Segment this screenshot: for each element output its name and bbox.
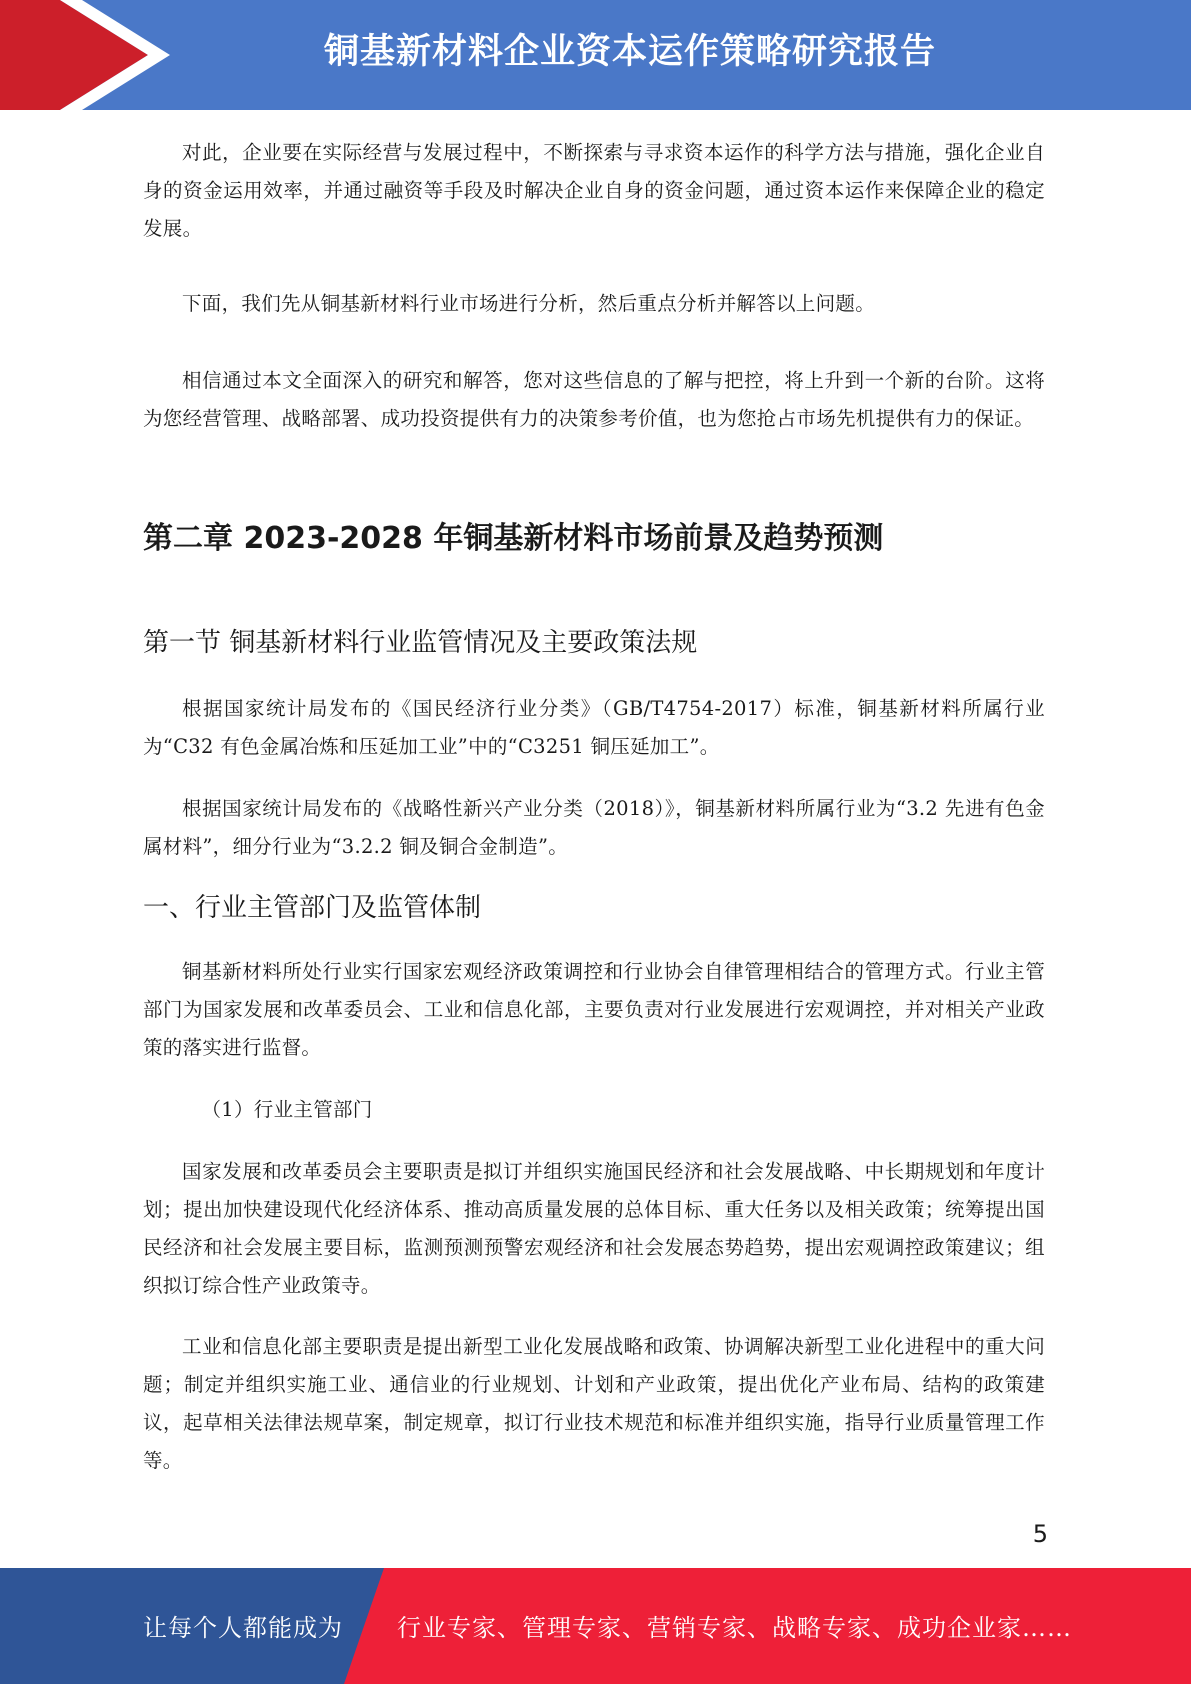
intro-text-2: 下面，我们先从铜基新材料行业市场进行分析，然后重点分析并解答以上问题。 [182, 292, 876, 315]
subsection-paragraph-1 [143, 953, 1045, 1067]
subsection-text-3: 工业和信息化部主要职责是提出新型工业化发展战略和政策、协调解决新型工业化进程中的重大问题；制定并组织实施工业、通信业的行业规划、计划和产业政策，提出优化产业布局、结构的政策建议，起草相关法律法规草案，制定规章，拟订行业技术规范和标准并组织实施，指导行业质量管理工作等。 [143, 1335, 1045, 1472]
footer-slogan-left: 让每个人都能成为 [143, 1614, 343, 1642]
footer-slogan-right: 行业专家、管理专家、营销专家、战略专家、成功企业家…… [397, 1614, 1072, 1642]
header-banner [0, 0, 1191, 110]
subsection-paragraph-3 [143, 1328, 1045, 1480]
chapter-heading: 第二章 2023-2028 年铜基新材料市场前景及趋势预测 [143, 521, 884, 556]
report-title: 铜基新材料企业资本运作策略研究报告 [323, 32, 936, 72]
subsection-item-label-block [143, 1091, 1045, 1129]
subsection-item-label: （1）行业主管部门 [201, 1098, 373, 1121]
intro-text-1: 对此，企业要在实际经营与发展过程中，不断探索与寻求资本运作的科学方法与措施，强化企业自身的资金运用效率，并通过融资等手段及时解决企业自身的资金问题，通过资本运作来保障企业的稳定发展。 [143, 141, 1045, 240]
subsection-text-2: 国家发展和改革委员会主要职责是拟订并组织实施国民经济和社会发展战略、中长期规划和年度计划；提出加快建设现代化经济体系、推动高质量发展的总体目标、重大任务以及相关政策；统筹提出国民经济和社会发展主要目标，监测预测预警宏观经济和社会发展态势趋势，提出宏观调控政策建议；组织拟订综合性产业政策寺。 [143, 1160, 1045, 1297]
intro-text-3: 相信通过本文全面深入的研究和解答，您对这些信息的了解与把控，将上升到一个新的台阶。这将为您经营管理、战略部署、成功投资提供有力的决策参考价值，也为您抢占市场先机提供有力的保证。 [143, 369, 1045, 430]
intro-paragraph-2 [143, 285, 1045, 323]
section-text-2: 根据国家统计局发布的《战略性新兴产业分类（2018）》，铜基新材料所属行业为“3.2 先进有色金属材料”，细分行业为“3.2.2 铜及铜合金制造”。 [143, 797, 1045, 858]
section-paragraph-2 [143, 790, 1045, 866]
subsection-text-1: 铜基新材料所处行业实行国家宏观经济政策调控和行业协会自律管理相结合的管理方式。行业主管部门为国家发展和改革委员会、工业和信息化部，主要负责对行业发展进行宏观调控，并对相关产业政策的落实进行监督。 [143, 960, 1045, 1059]
page-number: 5 [1032, 1520, 1048, 1548]
section-paragraph-1 [143, 690, 1045, 766]
intro-paragraph-3 [143, 362, 1045, 438]
subsection-heading: 一、行业主管部门及监管体制 [143, 893, 482, 923]
intro-paragraph-1 [143, 134, 1045, 248]
section-heading: 第一节 铜基新材料行业监管情况及主要政策法规 [143, 628, 698, 658]
subsection-paragraph-2 [143, 1153, 1045, 1305]
section-text-1: 根据国家统计局发布的《国民经济行业分类》（GB/T4754-2017）标准，铜基新材料所属行业为“C32 有色金属冶炼和压延加工业”中的“C3251 铜压延加工”。 [143, 697, 1045, 758]
footer-banner [0, 1568, 1191, 1684]
